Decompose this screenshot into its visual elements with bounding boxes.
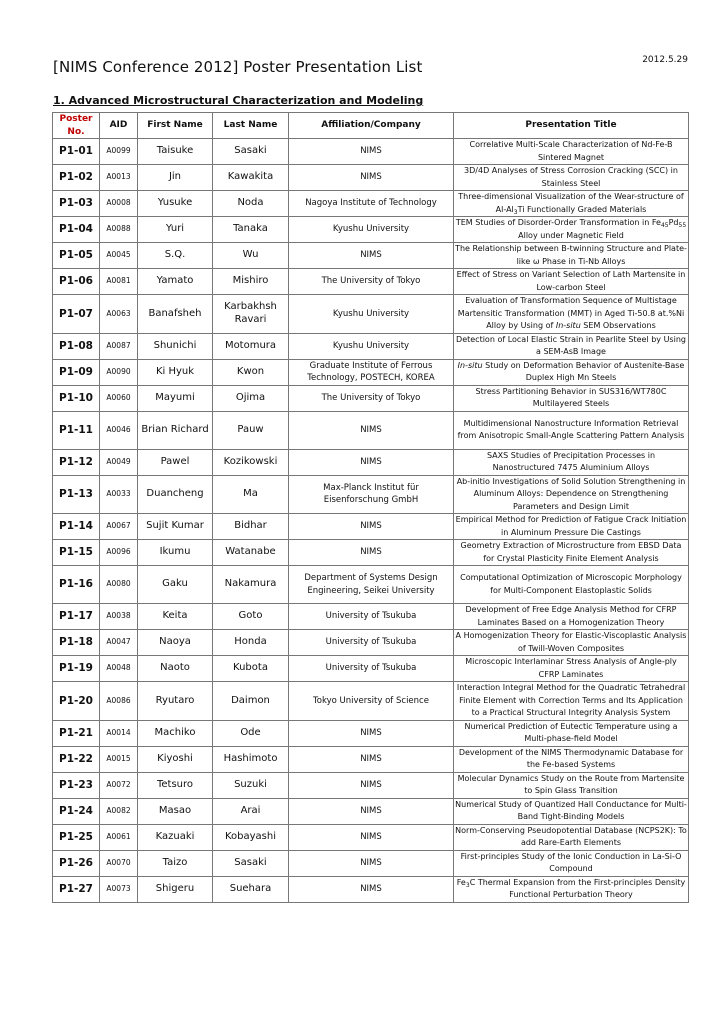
last-name-cell: Goto — [213, 604, 289, 630]
last-name-cell: Wu — [213, 243, 289, 269]
presentation-title-cell: In-situ Study on Deformation Behavior of Austenite-Base Duplex High Mn Steels — [454, 359, 689, 385]
author-id-cell: A0081 — [100, 269, 138, 295]
poster-number-cell: P1-18 — [53, 630, 100, 656]
poster-number-cell: P1-26 — [53, 850, 100, 876]
affiliation-cell: NIMS — [289, 449, 454, 475]
first-name-cell: Ikumu — [138, 540, 213, 566]
table-row — [53, 720, 689, 746]
author-id-cell: A0049 — [100, 449, 138, 475]
table-row — [53, 385, 689, 411]
document-title: [NIMS Conference 2012] Poster Presentation List — [53, 58, 423, 76]
poster-number-cell: P1-10 — [53, 385, 100, 411]
table-row — [53, 566, 689, 604]
affiliation-cell: Kyushu University — [289, 333, 454, 359]
last-name-cell: Karbakhsh Ravari — [213, 295, 289, 334]
table-row — [53, 165, 689, 191]
presentation-title-cell: Three-dimensional Visualization of the Wear-structure of $Al-Al_3Ti$ Functionally Graded Materials — [454, 191, 689, 217]
table-row — [53, 850, 689, 876]
last-name-cell: Mishiro — [213, 269, 289, 295]
author-id-cell: A0048 — [100, 656, 138, 682]
first-name-cell: Shigeru — [138, 876, 213, 902]
author-id-cell: A0033 — [100, 475, 138, 514]
author-id-cell: A0046 — [100, 411, 138, 449]
last-name-cell: Arai — [213, 798, 289, 824]
affiliation-cell: Kyushu University — [289, 295, 454, 334]
poster-number-cell: P1-09 — [53, 359, 100, 385]
table-row — [53, 243, 689, 269]
author-id-cell: A0088 — [100, 217, 138, 243]
presentation-title-cell: Multidimensional Nanostructure Information Retrieval from Anisotropic Small-Angle Scattering Pattern Analysis — [454, 411, 689, 449]
affiliation-cell: NIMS — [289, 514, 454, 540]
presentation-title-cell: Evaluation of Transformation Sequence of Multistage Martensitic Transformation (MMT) in Aged Ti-50.8 at.%Ni Alloy by Using of In-situ SEM Observations — [454, 295, 689, 334]
poster-number-cell: P1-13 — [53, 475, 100, 514]
author-id-cell: A0063 — [100, 295, 138, 334]
table-row — [53, 449, 689, 475]
poster-number-cell: P1-22 — [53, 746, 100, 772]
last-name-cell: Ma — [213, 475, 289, 514]
poster-number-cell: P1-05 — [53, 243, 100, 269]
poster-number-cell: P1-19 — [53, 656, 100, 682]
presentation-title-cell: SAXS Studies of Precipitation Processes in Nanostructured 7475 Aluminium Alloys — [454, 449, 689, 475]
table-row — [53, 475, 689, 514]
poster-number-cell: P1-03 — [53, 191, 100, 217]
table-row — [53, 269, 689, 295]
presentation-title-cell: Molecular Dynamics Study on the Route from Martensite to Spin Glass Transition — [454, 772, 689, 798]
author-id-cell: A0047 — [100, 630, 138, 656]
affiliation-cell: NIMS — [289, 772, 454, 798]
presentation-title-cell: Stress Partitioning Behavior in SUS316/WT780C Multilayered Steels — [454, 385, 689, 411]
presentation-title-cell: First-principles Study of the Ionic Conduction in La-Si-O Compound — [454, 850, 689, 876]
last-name-cell: Bidhar — [213, 514, 289, 540]
last-name-cell: Motomura — [213, 333, 289, 359]
table-row — [53, 604, 689, 630]
affiliation-cell: NIMS — [289, 824, 454, 850]
author-id-cell: A0013 — [100, 165, 138, 191]
affiliation-cell: NIMS — [289, 540, 454, 566]
first-name-cell: Mayumi — [138, 385, 213, 411]
table-row — [53, 217, 689, 243]
last-name-cell: Suzuki — [213, 772, 289, 798]
section-heading: 1. Advanced Microstructural Characterization and Modeling — [53, 94, 424, 107]
table-row — [53, 682, 689, 721]
poster-number-cell: P1-21 — [53, 720, 100, 746]
first-name-cell: Gaku — [138, 566, 213, 604]
author-id-cell: A0015 — [100, 746, 138, 772]
last-name-cell: Ode — [213, 720, 289, 746]
poster-number-cell: P1-17 — [53, 604, 100, 630]
first-name-cell: Naoto — [138, 656, 213, 682]
poster-number-cell: P1-02 — [53, 165, 100, 191]
affiliation-cell: NIMS — [289, 720, 454, 746]
table-row — [53, 824, 689, 850]
author-id-cell: A0038 — [100, 604, 138, 630]
poster-number-cell: P1-24 — [53, 798, 100, 824]
affiliation-cell: NIMS — [289, 876, 454, 902]
last-name-cell: Daimon — [213, 682, 289, 721]
presentation-title-cell: Effect of Stress on Variant Selection of Lath Martensite in Low-carbon Steel — [454, 269, 689, 295]
table-header-row — [53, 113, 689, 139]
poster-number-cell: P1-20 — [53, 682, 100, 721]
first-name-cell: Masao — [138, 798, 213, 824]
table-row — [53, 876, 689, 902]
presentation-title-cell: Interaction Integral Method for the Quadratic Tetrahedral Finite Element with Correction Terms and Its Application to a Practical Structural Integrity Analysis System — [454, 682, 689, 721]
author-id-cell: A0067 — [100, 514, 138, 540]
presentation-title-cell: The Relationship between B-twinning Structure and Plate-like ω Phase in Ti-Nb Alloys — [454, 243, 689, 269]
author-id-cell: A0096 — [100, 540, 138, 566]
poster-number-cell: P1-06 — [53, 269, 100, 295]
affiliation-cell: University of Tsukuba — [289, 656, 454, 682]
first-name-cell: Ryutaro — [138, 682, 213, 721]
table-row — [53, 333, 689, 359]
affiliation-cell: Kyushu University — [289, 217, 454, 243]
affiliation-cell: Max-Planck Institut für Eisenforschung GmbH — [289, 475, 454, 514]
col-header-presentation-title: Presentation Title — [454, 113, 689, 139]
last-name-cell: Ojima — [213, 385, 289, 411]
affiliation-cell: NIMS — [289, 850, 454, 876]
poster-number-cell: P1-25 — [53, 824, 100, 850]
last-name-cell: Kwon — [213, 359, 289, 385]
poster-number-cell: P1-04 — [53, 217, 100, 243]
affiliation-cell: NIMS — [289, 746, 454, 772]
author-id-cell: A0014 — [100, 720, 138, 746]
first-name-cell: Tetsuro — [138, 772, 213, 798]
last-name-cell: Hashimoto — [213, 746, 289, 772]
first-name-cell: S.Q. — [138, 243, 213, 269]
poster-number-cell: P1-27 — [53, 876, 100, 902]
author-id-cell: A0072 — [100, 772, 138, 798]
table-row — [53, 411, 689, 449]
first-name-cell: Shunichi — [138, 333, 213, 359]
first-name-cell: Yusuke — [138, 191, 213, 217]
last-name-cell: Kawakita — [213, 165, 289, 191]
last-name-cell: Sasaki — [213, 850, 289, 876]
affiliation-cell: NIMS — [289, 798, 454, 824]
presentation-title-cell: $Fe_3C$ Thermal Expansion from the First-principles Density Functional Perturbation Theory — [454, 876, 689, 902]
col-header-last-name: Last Name — [213, 113, 289, 139]
author-id-cell: A0070 — [100, 850, 138, 876]
affiliation-cell: University of Tsukuba — [289, 630, 454, 656]
author-id-cell: A0090 — [100, 359, 138, 385]
last-name-cell: Kobayashi — [213, 824, 289, 850]
table-row — [53, 191, 689, 217]
presentation-title-cell: Detection of Local Elastic Strain in Pearlite Steel by Using a SEM-AsB Image — [454, 333, 689, 359]
affiliation-cell: Nagoya Institute of Technology — [289, 191, 454, 217]
author-id-cell: A0061 — [100, 824, 138, 850]
table-row — [53, 139, 689, 165]
first-name-cell: Yuri — [138, 217, 213, 243]
col-header-poster-no: Poster No. — [53, 113, 100, 139]
affiliation-cell: Graduate Institute of Ferrous Technology, POSTECH, KOREA — [289, 359, 454, 385]
table-row — [53, 514, 689, 540]
first-name-cell: Ki Hyuk — [138, 359, 213, 385]
poster-number-cell: P1-12 — [53, 449, 100, 475]
author-id-cell: A0082 — [100, 798, 138, 824]
col-header-aid: AID — [100, 113, 138, 139]
table-row — [53, 798, 689, 824]
table-row — [53, 359, 689, 385]
author-id-cell: A0060 — [100, 385, 138, 411]
poster-table — [52, 112, 689, 903]
poster-number-cell: P1-01 — [53, 139, 100, 165]
affiliation-cell: NIMS — [289, 411, 454, 449]
last-name-cell: Tanaka — [213, 217, 289, 243]
affiliation-cell: NIMS — [289, 243, 454, 269]
table-row — [53, 295, 689, 334]
col-header-first-name: First Name — [138, 113, 213, 139]
last-name-cell: Watanabe — [213, 540, 289, 566]
poster-number-cell: P1-07 — [53, 295, 100, 334]
last-name-cell: Kozikowski — [213, 449, 289, 475]
presentation-title-cell: Numerical Study of Quantized Hall Conductance for Multi-Band Tight-Binding Models — [454, 798, 689, 824]
poster-number-cell: P1-08 — [53, 333, 100, 359]
poster-number-cell: P1-11 — [53, 411, 100, 449]
first-name-cell: Taizo — [138, 850, 213, 876]
table-row — [53, 630, 689, 656]
poster-number-cell: P1-23 — [53, 772, 100, 798]
author-id-cell: A0086 — [100, 682, 138, 721]
author-id-cell: A0099 — [100, 139, 138, 165]
last-name-cell: Honda — [213, 630, 289, 656]
presentation-title-cell: Correlative Multi-Scale Characterization of Nd-Fe-B Sintered Magnet — [454, 139, 689, 165]
first-name-cell: Kazuaki — [138, 824, 213, 850]
affiliation-cell: NIMS — [289, 165, 454, 191]
presentation-title-cell: Microscopic Interlaminar Stress Analysis of Angle-ply CFRP Laminates — [454, 656, 689, 682]
poster-number-cell: P1-14 — [53, 514, 100, 540]
author-id-cell: A0080 — [100, 566, 138, 604]
poster-number-cell: P1-16 — [53, 566, 100, 604]
affiliation-cell: The University of Tokyo — [289, 269, 454, 295]
table-row — [53, 746, 689, 772]
last-name-cell: Nakamura — [213, 566, 289, 604]
author-id-cell: A0073 — [100, 876, 138, 902]
first-name-cell: Yamato — [138, 269, 213, 295]
last-name-cell: Noda — [213, 191, 289, 217]
first-name-cell: Keita — [138, 604, 213, 630]
first-name-cell: Pawel — [138, 449, 213, 475]
col-header-affiliation: Affiliation/Company — [289, 113, 454, 139]
author-id-cell: A0087 — [100, 333, 138, 359]
last-name-cell: Pauw — [213, 411, 289, 449]
presentation-title-cell: 3D/4D Analyses of Stress Corrosion Cracking (SCC) in Stainless Steel — [454, 165, 689, 191]
affiliation-cell: University of Tsukuba — [289, 604, 454, 630]
author-id-cell: A0008 — [100, 191, 138, 217]
first-name-cell: Banafsheh — [138, 295, 213, 334]
presentation-title-cell: TEM Studies of Disorder-Order Transformation in $Fe_{45}Pd_{55}$ Alloy under Magnetic Field — [454, 217, 689, 243]
presentation-title-cell: Ab-initio Investigations of Solid Solution Strengthening in Aluminum Alloys: Dependence on Strengthening Parameters and Design Limit — [454, 475, 689, 514]
table-row — [53, 656, 689, 682]
affiliation-cell: Tokyo University of Science — [289, 682, 454, 721]
author-id-cell: A0045 — [100, 243, 138, 269]
affiliation-cell: Department of Systems Design Engineering, Seikei University — [289, 566, 454, 604]
last-name-cell: Suehara — [213, 876, 289, 902]
presentation-title-cell: Development of Free Edge Analysis Method for CFRP Laminates Based on a Homogenization Theory — [454, 604, 689, 630]
table-row — [53, 772, 689, 798]
presentation-title-cell: Computational Optimization of Microscopic Morphology for Multi-Component Elastoplastic Solids — [454, 566, 689, 604]
first-name-cell: Machiko — [138, 720, 213, 746]
presentation-title-cell: Geometry Extraction of Microstructure from EBSD Data for Crystal Plasticity Finite Element Analysis — [454, 540, 689, 566]
first-name-cell: Taisuke — [138, 139, 213, 165]
presentation-title-cell: Norm-Conserving Pseudopotential Database (NCPS2K): To add Rare-Earth Elements — [454, 824, 689, 850]
presentation-title-cell: Empirical Method for Prediction of Fatigue Crack Initiation in Aluminum Pressure Die Castings — [454, 514, 689, 540]
affiliation-cell: NIMS — [289, 139, 454, 165]
first-name-cell: Duancheng — [138, 475, 213, 514]
first-name-cell: Sujit Kumar — [138, 514, 213, 540]
first-name-cell: Naoya — [138, 630, 213, 656]
last-name-cell: Sasaki — [213, 139, 289, 165]
first-name-cell: Kiyoshi — [138, 746, 213, 772]
presentation-title-cell: A Homogenization Theory for Elastic-Viscoplastic Analysis of Twill-Woven Composites — [454, 630, 689, 656]
affiliation-cell: The University of Tokyo — [289, 385, 454, 411]
poster-number-cell: P1-15 — [53, 540, 100, 566]
last-name-cell: Kubota — [213, 656, 289, 682]
table-row — [53, 540, 689, 566]
document-date: 2012.5.29 — [642, 55, 688, 65]
first-name-cell: Jin — [138, 165, 213, 191]
presentation-title-cell: Numerical Prediction of Eutectic Temperature using a Multi-phase-field Model — [454, 720, 689, 746]
presentation-title-cell: Development of the NIMS Thermodynamic Database for the Fe-based Systems — [454, 746, 689, 772]
first-name-cell: Brian Richard — [138, 411, 213, 449]
